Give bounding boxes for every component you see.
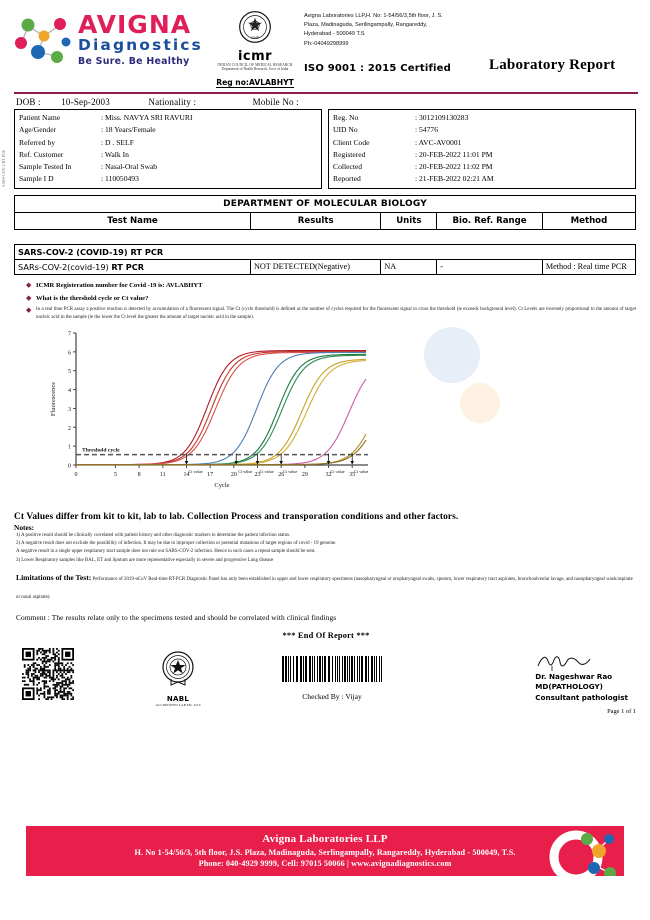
svg-text:14: 14 bbox=[183, 472, 190, 479]
address-line-3: Hyderabad - 500049 T.S bbox=[304, 31, 365, 38]
detail-row bbox=[329, 124, 635, 136]
svg-text:Ct value: Ct value bbox=[330, 469, 345, 475]
detail-value: : 21-FEB-2022 02:21 AM bbox=[415, 174, 494, 184]
icmr-wordmark: icmr bbox=[237, 49, 273, 64]
barcode-block bbox=[280, 648, 384, 701]
svg-text:5: 5 bbox=[68, 369, 71, 376]
dob-label: DOB : bbox=[16, 97, 41, 107]
svg-text:7: 7 bbox=[68, 331, 71, 338]
icmr-subtitle: INDIAN COUNCIL OF MEDICAL RESEARCH bbox=[217, 63, 293, 67]
banner-address: H. No 1-54/56/3, 5th floor, J.S. Plaza, Madinaguda, Serlingampally, Rangareddy, Hyderabad - 500049, T.S. bbox=[134, 848, 516, 857]
brand-subtitle: Diagnostics bbox=[78, 36, 203, 54]
department-title: DEPARTMENT OF MOLECULAR BIOLOGY bbox=[14, 195, 636, 212]
row-method: Method : Real time PCR bbox=[542, 259, 635, 274]
detail-row bbox=[15, 112, 321, 124]
decorative-circle-orange bbox=[460, 383, 500, 423]
detail-value: : 20-FEB-2022 11:02 PM bbox=[415, 162, 493, 172]
svg-text:23: 23 bbox=[254, 472, 261, 479]
detail-key: Referred by bbox=[19, 137, 56, 147]
address-line-1: Avigna Laboratories LLP,H. No: 1-54/56/3,5th floor, J. S. bbox=[304, 13, 443, 19]
detail-value: : 20-FEB-2022 11:01 PM bbox=[415, 149, 493, 159]
iso-certification: ISO 9001 : 2015 Certified bbox=[304, 62, 451, 74]
detail-row bbox=[329, 112, 635, 124]
pcr-amplification-plot bbox=[46, 325, 376, 505]
svg-text:11: 11 bbox=[159, 472, 166, 479]
svg-text:26: 26 bbox=[278, 472, 285, 479]
brand-name: AVIGNA bbox=[78, 10, 192, 39]
banner-contact: Phone: 040-4929 9999, Cell: 97015 50066 | www.avignadiagnostics.com bbox=[198, 859, 452, 868]
detail-row bbox=[329, 149, 635, 161]
note-item: 1) A positive result should be clinically correlated with patient history and other diagnostic markers to determine the patient infection status. bbox=[16, 533, 291, 539]
detail-key: Collected bbox=[333, 162, 363, 172]
svg-text:2: 2 bbox=[68, 426, 71, 433]
col-results: Results bbox=[250, 212, 380, 229]
detail-key: UID No bbox=[333, 125, 358, 135]
detail-row bbox=[329, 161, 635, 173]
svg-text:1: 1 bbox=[68, 444, 71, 451]
col-method: Method bbox=[542, 212, 635, 229]
svg-text:0: 0 bbox=[68, 463, 71, 470]
svg-text:6: 6 bbox=[68, 350, 71, 357]
col-units: Units bbox=[381, 212, 437, 229]
detail-key: Sample Tested In bbox=[19, 162, 72, 172]
icmr-seal-icon bbox=[238, 10, 272, 44]
detail-value: : Miss. NAVYA SRI RAVURI bbox=[101, 113, 193, 122]
page-number: Page 1 of 1 bbox=[607, 707, 636, 715]
dob-line bbox=[0, 94, 650, 109]
svg-text:Ct value: Ct value bbox=[354, 469, 369, 475]
page-side-marker: SARS-COV-2 RT PCR bbox=[2, 150, 6, 187]
barcode-icon bbox=[280, 656, 384, 682]
pathologist-name: Dr. Nageshwar Rao bbox=[535, 671, 613, 681]
nabl-seal-icon bbox=[157, 648, 199, 690]
ct-statement: Ct Values differ from kit to kit, lab to lab. Collection Process and transporation conditions and other factors. bbox=[14, 512, 459, 523]
col-ref-range: Bio. Ref. Range bbox=[437, 212, 543, 229]
svg-text:Ct value: Ct value bbox=[259, 469, 274, 475]
svg-text:ICMR: ICMR bbox=[250, 35, 260, 40]
detail-value: : 54776 bbox=[415, 125, 438, 135]
svg-text:20: 20 bbox=[230, 472, 237, 479]
icmr-subtitle-2: Department of Health Research, Govt of India bbox=[221, 67, 289, 72]
end-of-report: *** End Of Report *** bbox=[282, 630, 370, 640]
bullet-item bbox=[26, 306, 636, 322]
svg-text:3: 3 bbox=[68, 407, 71, 414]
nationality-label: Nationality : bbox=[148, 97, 197, 107]
detail-value: : 18 Years/Female bbox=[101, 125, 156, 135]
svg-text:17: 17 bbox=[207, 472, 214, 479]
pathologist-qualification: MD(PATHOLOGY) bbox=[535, 682, 603, 692]
detail-value: : 3012109130283 bbox=[415, 113, 469, 122]
footer-banner bbox=[26, 826, 624, 876]
svg-text:4: 4 bbox=[68, 388, 71, 395]
note-item: 3) Lower Respiratory samples like BAL, ET and Sputum are more representative especially in severe and progressive Lung disease bbox=[16, 557, 274, 563]
svg-text:Ct value: Ct value bbox=[283, 469, 298, 475]
bullet-dot-icon: ◆ bbox=[26, 306, 32, 315]
svg-text:Ct value: Ct value bbox=[238, 469, 253, 475]
test-name-plain: SARs-COV-2(covid-19) bbox=[18, 261, 112, 272]
limitations-heading: Limitations of the Test: bbox=[16, 572, 92, 582]
row-units: NA bbox=[381, 259, 437, 274]
nabl-subtext: ACCREDITED LAB MC 3219 bbox=[155, 702, 201, 707]
patient-details bbox=[0, 109, 650, 189]
bullet-item bbox=[26, 281, 636, 291]
detail-value: : Nasal-Oral Swab bbox=[101, 162, 158, 172]
svg-text:Fluorescence: Fluorescence bbox=[50, 382, 57, 417]
report-title: Laboratory Report bbox=[489, 56, 616, 73]
address-phone: Ph:-04049298999 bbox=[304, 40, 349, 47]
svg-text:5: 5 bbox=[113, 472, 117, 479]
limitations-text: Performance of 2019-nCoV Real-time RT-PCR Diagnostic Panel has only been established in upper and lower respiratory specimens (nasopharyngeal or oropharyngeal swabs, sputum, lower respiratory tract aspirates, bronchoalveolar lavage, and nasopharyngeal wash/aspirate or nasal aspirate). bbox=[16, 576, 633, 600]
bullet-text: In a real time PCR assay a positive reaction is detected by accumulation of a fluorescent signal. The Ct (cycle threshold) is defined as the number of cycles required for the fluorescent signal to cross the threshold (ie exceeds background level). Ct Levels are inversely proportional to the amount of target nucleic acid in the sample (ie the lower the Ct level the greater the amount of target nucleic acid in the sample). bbox=[36, 307, 636, 321]
amplification-chart bbox=[0, 325, 650, 510]
svg-text:29: 29 bbox=[301, 472, 308, 479]
address-line-2: Plaza, Madinaguda, Serilingampally, Rangareddy, bbox=[304, 22, 428, 29]
banner-molecule-icon bbox=[546, 826, 620, 876]
mobile-label: Mobile No : bbox=[252, 97, 299, 107]
svg-text:Ct value: Ct value bbox=[188, 469, 203, 475]
detail-value: : 110050493 bbox=[101, 174, 139, 184]
detail-value: : Walk In bbox=[101, 149, 129, 159]
svg-text:Cycle: Cycle bbox=[214, 482, 230, 490]
footer-badges bbox=[0, 640, 650, 707]
bullet-text: ICMR Registeration number for Covid -19 is: AVLABHYT bbox=[36, 281, 203, 289]
note-item: 2) A negative result does not exclude the possibility of infection. It may be due to improper collection or potential mutations of target regions of covid - 19 genome. bbox=[16, 541, 337, 547]
qr-code-icon bbox=[22, 648, 74, 700]
icmr-registration: Reg no:AVLABHYT bbox=[216, 77, 294, 87]
comment-section bbox=[0, 603, 650, 640]
limitations-section bbox=[0, 565, 650, 603]
svg-text:35: 35 bbox=[349, 472, 356, 479]
signature-block bbox=[535, 648, 628, 704]
signature-icon bbox=[535, 652, 593, 672]
nabl-wordmark: NABL bbox=[166, 694, 190, 703]
svg-text:32: 32 bbox=[325, 472, 332, 479]
result-group-title: SARS-COV-2 (COVID-19) RT PCR bbox=[15, 244, 636, 259]
report-header bbox=[0, 0, 650, 92]
detail-key: Patient Name bbox=[19, 113, 61, 122]
notes-heading: Notes: bbox=[14, 523, 35, 533]
detail-key: Reg. No bbox=[333, 113, 359, 122]
detail-key: Registered bbox=[333, 149, 366, 159]
info-bullets bbox=[0, 275, 650, 322]
detail-row bbox=[15, 124, 321, 136]
svg-text:8: 8 bbox=[137, 472, 141, 479]
result-table bbox=[14, 244, 636, 275]
detail-key: Age/Gender bbox=[19, 125, 57, 135]
comment-text: Comment : The results relate only to the specimens tested and should be correlated with clinical findings bbox=[16, 612, 337, 622]
icmr-block bbox=[214, 8, 296, 92]
molecule-logo-icon bbox=[14, 12, 76, 70]
result-group-header bbox=[15, 244, 636, 259]
col-test-name: Test Name bbox=[15, 212, 251, 229]
detail-row bbox=[329, 173, 635, 185]
row-test-name bbox=[15, 259, 251, 274]
detail-key: Reported bbox=[333, 174, 361, 184]
brand-tagline: Be Sure. Be Healthy bbox=[78, 55, 190, 67]
pathologist-role: Consultant pathologist bbox=[535, 693, 628, 703]
lab-address-block bbox=[296, 8, 638, 92]
row-ref-range: - bbox=[437, 259, 543, 274]
detail-key: Sample I D bbox=[19, 174, 54, 184]
detail-key: Client Code bbox=[333, 137, 370, 147]
table-row bbox=[15, 259, 636, 274]
detail-row bbox=[15, 161, 321, 173]
dob-value: 10-Sep-2003 bbox=[61, 97, 110, 107]
detail-value: : AVC-AV0001 bbox=[415, 137, 462, 147]
svg-text:0: 0 bbox=[74, 472, 78, 479]
brand-logo bbox=[14, 8, 214, 92]
decorative-circle-blue bbox=[424, 327, 480, 383]
bullet-dot-icon: ◆ bbox=[26, 293, 32, 302]
patient-details-right bbox=[328, 109, 636, 189]
checked-by: Checked By : Vijay bbox=[302, 691, 362, 701]
detail-row bbox=[15, 137, 321, 149]
detail-row bbox=[329, 137, 635, 149]
results-section bbox=[0, 189, 650, 275]
detail-row bbox=[15, 173, 321, 185]
bullet-text: What is the threshold cycle or Ct value? bbox=[36, 294, 149, 302]
test-name-bold: RT PCR bbox=[111, 261, 145, 272]
detail-key: Ref. Customer bbox=[19, 149, 64, 159]
patient-details-left bbox=[14, 109, 322, 189]
note-item: A negative result in a single upper respiratory tract sample does not rule out SARS-COV-2 infection. Hence in such cases a repeat sample should be sent. bbox=[16, 549, 316, 555]
row-result-value: NOT DETECTED(Negative) bbox=[250, 259, 380, 274]
detail-value: : D . SELF bbox=[101, 137, 134, 147]
svg-text:Threshold cycle: Threshold cycle bbox=[82, 447, 120, 454]
results-column-headers bbox=[14, 212, 636, 230]
bullet-dot-icon: ◆ bbox=[26, 280, 32, 289]
bullet-item bbox=[26, 294, 636, 304]
nabl-accreditation bbox=[146, 648, 210, 707]
banner-company: Avigna Laboratories LLP bbox=[262, 833, 388, 845]
detail-row bbox=[15, 149, 321, 161]
